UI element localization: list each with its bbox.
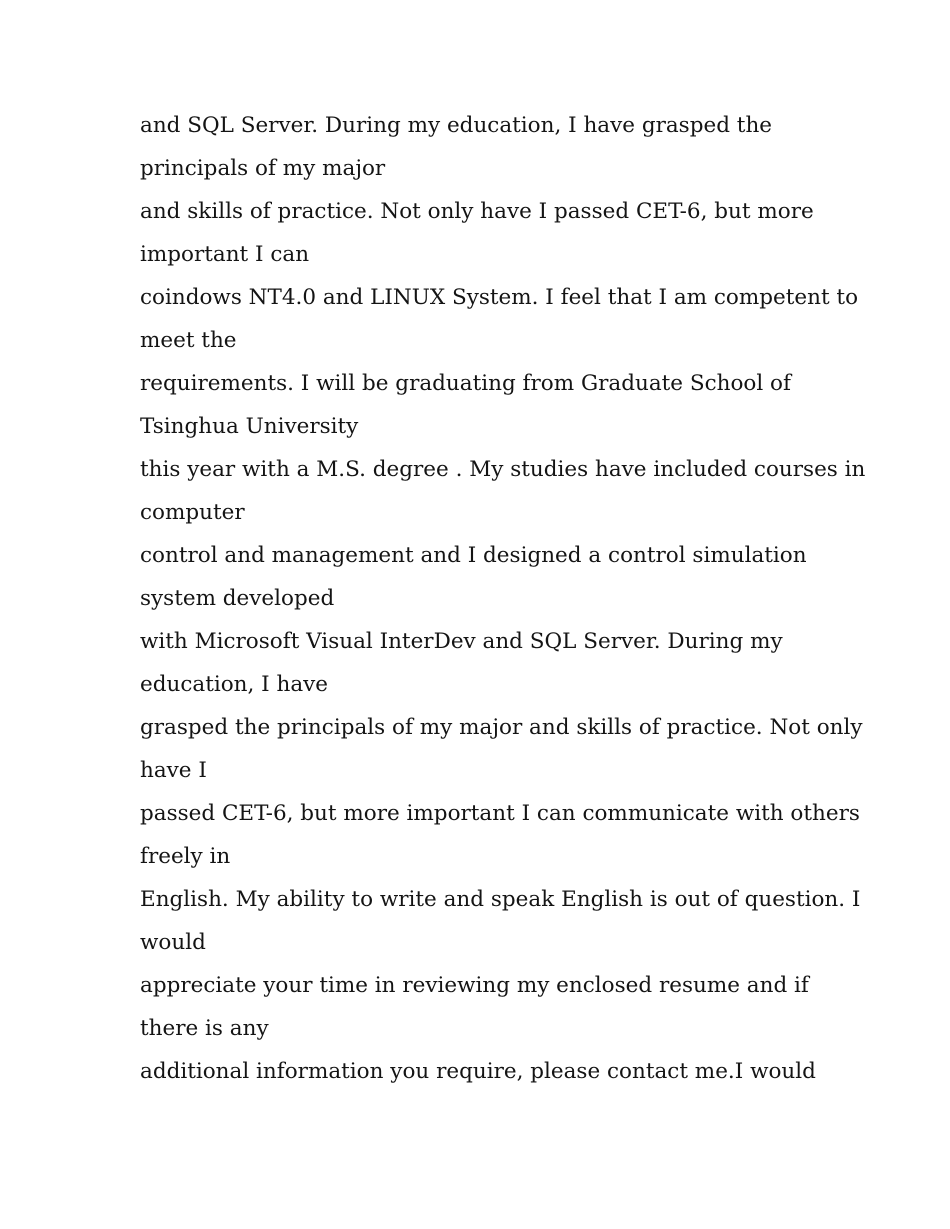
text-line: principals of my major <box>140 156 386 181</box>
text-line: grasped the principals of my major and skills of practice. Not only <box>140 715 863 740</box>
text-line: there is any <box>140 1016 269 1041</box>
text-line: and skills of practice. Not only have I passed CET-6, but more <box>140 199 814 224</box>
text-line: requirements. I will be graduating from Graduate School of <box>140 371 791 396</box>
text-line: system developed <box>140 586 335 611</box>
text-line: important I can <box>140 242 310 267</box>
text-line: additional information you require, please contact me.I would <box>140 1059 816 1084</box>
text-line: passed CET-6, but more important I can communicate with others <box>140 801 860 826</box>
text-line: freely in <box>140 844 231 869</box>
text-line: with Microsoft Visual InterDev and SQL Server. During my <box>140 629 783 654</box>
text-line: this year with a M.S. degree . My studies have included courses in <box>140 457 866 482</box>
cover-letter-body <box>140 104 866 1093</box>
text-line: coindows NT4.0 and LINUX System. I feel that I am competent to <box>140 285 859 310</box>
text-line: meet the <box>140 328 237 353</box>
text-line: would <box>140 930 206 955</box>
text-line: appreciate your time in reviewing my enclosed resume and if <box>140 973 809 998</box>
text-line: computer <box>140 500 245 525</box>
text-line: Tsinghua University <box>140 414 359 439</box>
text-line: and SQL Server. During my education, I have grasped the <box>140 113 773 138</box>
text-line: English. My ability to write and speak English is out of question. I <box>140 887 861 912</box>
text-line: control and management and I designed a control simulation <box>140 543 807 568</box>
text-line: education, I have <box>140 672 329 697</box>
text-line: have I <box>140 758 207 783</box>
